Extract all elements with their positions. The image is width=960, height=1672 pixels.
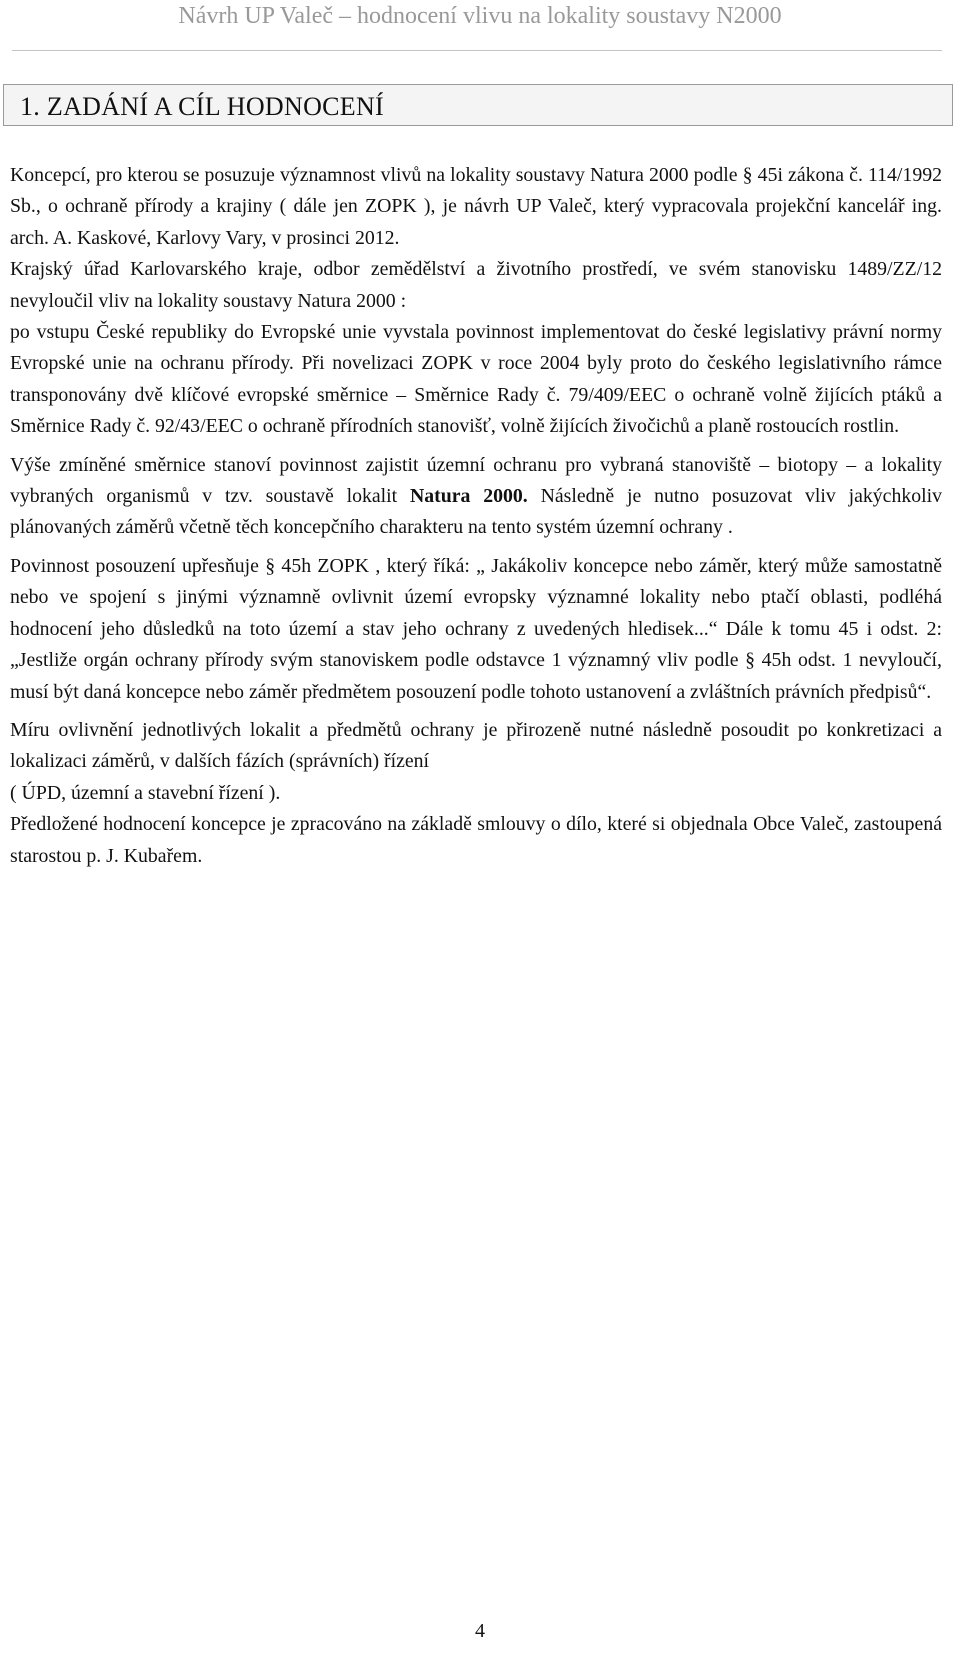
paragraph-contract: Předložené hodnocení koncepce je zpracováno na základě smlouvy o dílo, které si objednala Obce Valeč, zastoupená starostou p. J. Kubařem. <box>10 813 942 867</box>
header-divider <box>12 50 942 51</box>
directives-text-start: Výše zmíněné směrnice stanoví povinnost zajistit územní ochranu pro vybraná stanoviště – biotopy – a lokality vybraných organismů v tzv. soustavě lokalit <box>10 453 942 508</box>
paragraph-assessment-duty: Povinnost posouzení upřesňuje § 45h ZOPK , který říká: „ Jakákoliv koncepce nebo záměr, který může samostatně nebo ve spojení s jinými významně ovlivnit území evropsky významné lokality nebo ptačí oblasti, podléhá hodnocení jeho důsledků na toto území a stav jeho ochrany z uvedených hledisek...“ Dále k tomu 45 i odst. 2: „Jestliže orgán ochrany přírody svým stanoviskem podle odstavce 1 významný vliv podle § 45h odst. 1 nevyloučí, musí být daná koncepce nebo záměr předmětem posouzení podle tohoto ustanovení a zvláštních právních předpisů“. <box>10 554 942 703</box>
section-heading: 1. ZADÁNÍ A CÍL HODNOCENÍ <box>20 92 385 121</box>
paragraph-regional-office: Krajský úřad Karlovarského kraje, odbor zemědělství a životního prostředí, ve svém stanovisku 1489/ZZ/12 nevyloučil vliv na lokality soustavy Natura 2000 : <box>10 258 942 312</box>
paragraph-proceedings: ( ÚPD, územní a stavební řízení ). <box>10 781 281 804</box>
paragraph-concept: Koncepcí, pro kterou se posuzuje významnost vlivů na lokality soustavy Natura 2000 podle § 45i zákona č. 114/1992 Sb., o ochraně přírody a krajiny ( dále jen ZOPK ), je návrh UP Valeč, který vypracovala projekční kancelář ing. arch. A. Kaskové, Karlovy Vary, v prosinci 2012. <box>10 164 942 249</box>
paragraph-eu-accession: po vstupu České republiky do Evropské unie vyvstala povinnost implementovat do české legislativy právní normy Evropské unie na ochranu přírody. Při novelizaci ZOPK v roce 2004 byly proto do českého legislativního rámce transponovány dvě klíčové evropské směrnice – Směrnice Rady č. 79/409/EEC o ochraně volně žijících ptáků a Směrnice Rady č. 92/43/EEC o ochraně přírodních stanovišť, volně žijících živočichů a planě rostoucích rostlin. <box>10 321 942 438</box>
running-header: Návrh UP Valeč – hodnocení vlivu na lokality soustavy N2000 <box>178 3 782 29</box>
section-heading-box <box>3 84 953 126</box>
document-body <box>10 160 942 872</box>
directives-text-end: Následně je nutno posuzovat vliv jakýchkoliv plánovaných záměrů včetně těch koncepčního charakteru na tento systém územní ochrany . <box>10 485 943 539</box>
natura-2000-emphasis: Natura 2000. <box>409 485 528 508</box>
paragraph-directives <box>10 450 942 544</box>
page-number: 4 <box>475 1620 485 1642</box>
paragraph-impact-extent: Míru ovlivnění jednotlivých lokalit a předmětů ochrany je přirozeně nutné následně posoudit po konkretizaci a lokalizaci záměrů, v dalších fázích (správních) řízení <box>10 718 942 773</box>
